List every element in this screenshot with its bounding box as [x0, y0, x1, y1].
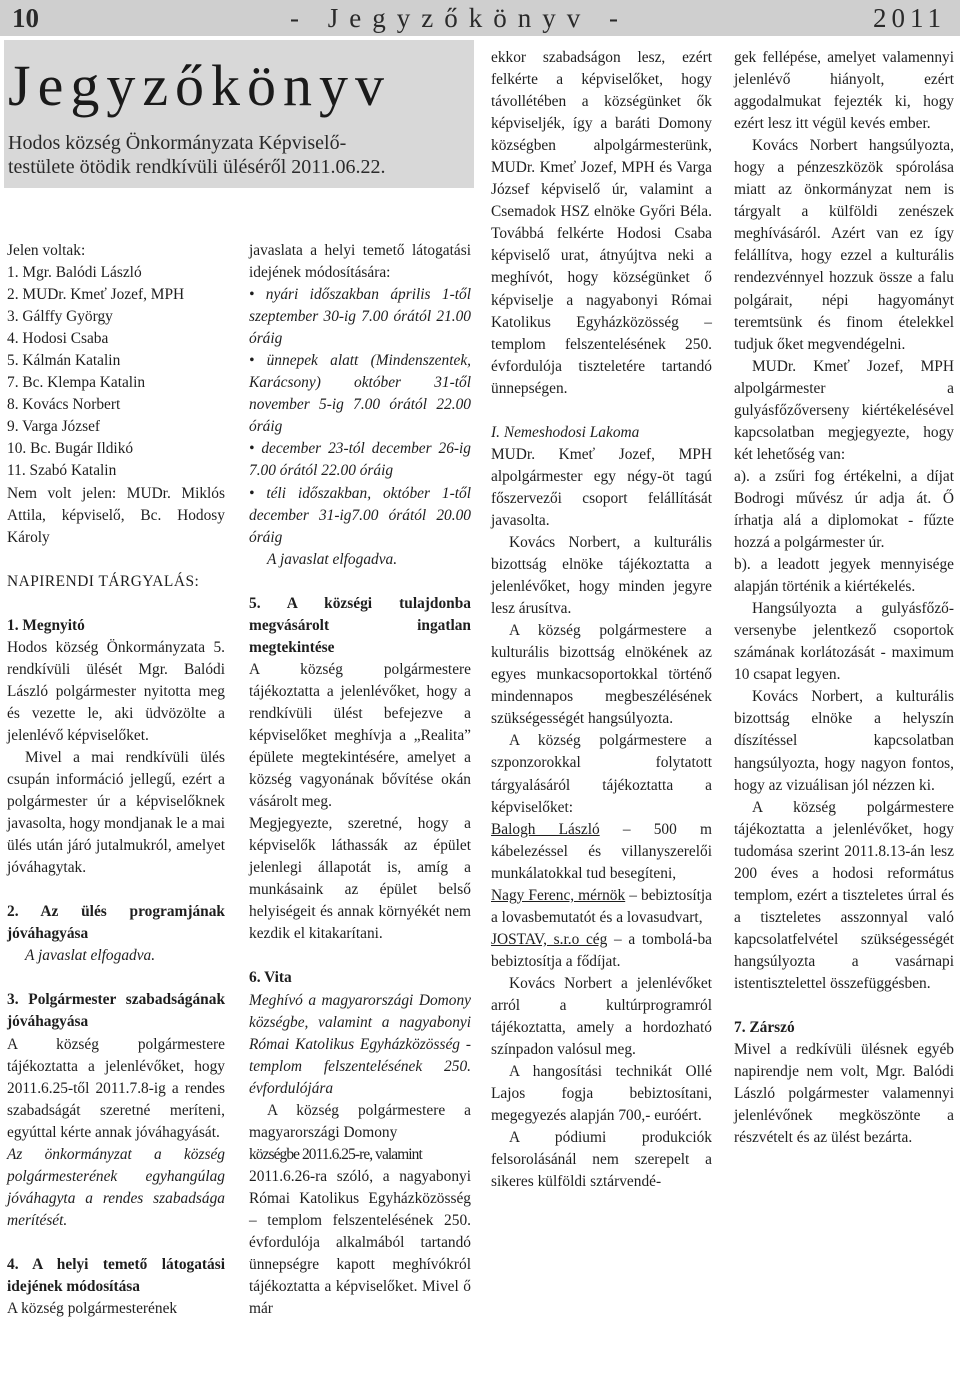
- column-4-para-5: Kovács Norbert, a kulturális bizottság elnöke a helyszín díszítéssel kapcsolatban hangsúlyozta, hogy nagyon fontos, hogy az vizuálisan jól nézzen ki.: [734, 688, 954, 794]
- option-b: b). a leadott jegyek mennyisége alapján történik a kiértékelés.: [734, 556, 954, 596]
- column-4-para-6: A község polgármestere tájékoztatta a jelenlévőket, hogy tudomása szerint 2011.8.13-án lesz 200 éves a hodosi református templom, ezért a tiszteletes úrral és a tiszteletes asszonnyal való kapcsolatfelvétel szükségességét hangsúlyozta a vasárnapi istentisztelettel összefüggésben.: [734, 798, 954, 992]
- section-3-heading: 3. Polgármester szabadságának jóváhagyása: [7, 991, 225, 1031]
- title-box: [4, 40, 474, 188]
- section-4-heading: 4. A helyi temető látogatási idejének módosítása: [7, 1255, 225, 1295]
- page-number: 10: [12, 3, 39, 33]
- column-1: [7, 240, 225, 1320]
- present-label: Jelen voltak:: [7, 242, 86, 259]
- absent-list: Nem volt jelen: MUDr. Miklós Attila, képviselő, Bc. Hodosy Károly: [7, 484, 225, 546]
- column-3-para-6: Kovács Norbert a jelenlévőket arról a kultúrprogramról tájékoztatta, amely a hordozható színpadon valósul meg.: [491, 974, 712, 1059]
- header-year: 2011: [873, 3, 946, 33]
- section-5-para-1: A község polgármestere tájékoztatta a jelenlévőket, hogy a rendkívüli ülést befejezve a képviselőket meghívja a „Realita” épülete megtekintésére, amelyet a község vagyonának bővítése okán vásárolt meg.: [249, 660, 471, 811]
- column-4: [734, 47, 954, 1149]
- section-4-result: A javaslat elfogadva.: [267, 550, 398, 568]
- section-4-continued: javaslata a helyi temető látogatási idejének módosítására:: [249, 242, 471, 282]
- column-3-para-3: Kovács Norbert, a kulturális bizottság elnöke tájékoztatta a jelenlévőket, hogy minden jegyre lesz árusítva.: [491, 533, 712, 618]
- section-6-heading: 6. Vita: [249, 969, 292, 987]
- sponsor-text: – 500 m kábelezéssel és villanyszerelői munkálatokkal tud besegíteni,: [491, 820, 712, 882]
- sponsor-text: – bebiztosítja a lovasbemutatót és a lovasudvart,: [491, 886, 712, 926]
- column-3-para-7: A hangosítási technikát Ollé Lajos fogja bebiztosítani, megegyezés alapján 700,- euróért.: [491, 1063, 712, 1125]
- hours-bullet: • nyári időszakban április 1-től szeptember 30-ig 7.00 órától 21.00 óráig: [249, 286, 471, 348]
- column-3-para-1: ekkor szabadságon lesz, ezért felkérte a képviselőket, hogy távollétében a községünket ők képviseljék, így a baráti Domony községben alpolgármesterünk, MUDr. Kmeť Jozef, MPH és Varga József képviselő úr, valamint a Csemadok HSZ elnöke Győri Béla. Továbbá felkérte Hodosi Csaba képviselő urat, átnyújtva neki a meghívót, hogy községünket ő képviselje a nagyabonyi Római Katolikus Egyházközösség – templom felszentelésének 250. évfordulója tiszteletére tartandó ünnepségen.: [491, 49, 712, 397]
- subtitle-line-1: Hodos község Önkormányzata Képviselő-: [8, 132, 347, 154]
- column-2: [249, 240, 471, 1320]
- section-5-para-2: Megjegyezte, szeretné, hogy a képviselők láthassák az épület jelenlegi állapotát is, amíg a munkásaink az épület belső helyiségeit és annak környékét nem kezdik el kitakarítani.: [249, 815, 471, 943]
- agenda-heading: NAPIRENDI TÁRGYALÁS:: [7, 572, 200, 590]
- lakoma-heading: I. Nemeshodosi Lakoma: [491, 423, 640, 441]
- column-4-para-2: Kovács Norbert hangsúlyozta, hogy a pénzeszközök spórolása miatt az önkormányzat nem is tárgyalt a külföldi zenészek meghívásáról. Azért van ez így felállítva, hogy ezzel a kulturális rendezvénnyel hozzuk össze a falu polgárait, népi hagyományt teremtsünk és finom ételekkel tudjuk őket megvendégelni.: [734, 137, 954, 353]
- column-3-para-8: A pódiumi produkciók felsorolásánál nem szerepelt a sikeres külföldi sztárvendé-: [491, 1129, 712, 1191]
- hours-bullet: • ünnepek alatt (Mindenszentek, Karácsony) október 31-től november 5-ig 7.00 órától 22.00 óráig: [249, 352, 471, 436]
- page-title: Jegyzőkönyv: [8, 53, 392, 118]
- column-4-para-4: Hangsúlyozta a gulyásfőző-versenybe jelentkező csoportok számának korlátozását - maximum 10 csapat legyen.: [734, 600, 954, 684]
- column-3-para-5: A község polgármestere a szponzorokkal folytatott tárgyalásáról tájékoztatta a képviselőket:: [491, 732, 712, 816]
- section-6-para-2a: A község polgármestere a magyarországi Domony: [249, 1101, 471, 1141]
- section-4-para-1: A község polgármesterének: [7, 1300, 178, 1318]
- present-item: 5. Kálmán Katalin: [7, 352, 121, 370]
- present-item: 1. Mgr. Balódi László: [7, 264, 142, 282]
- section-1-para-2: Mivel a mai rendkívüli ülés csupán információ jellegű, ezért a polgármester úr a képviselőknek javasolta, hogy mondjanak le a mai ülés után járó jutalmukról, amelyet jóváhagytak.: [7, 748, 225, 877]
- section-2-heading: 2. Az ülés programjának jóváhagyása: [7, 903, 225, 943]
- page-subtitle: [8, 132, 478, 179]
- hours-bullet: • téli időszakban, október 1-től december 31-ig7.00 órától 20.00 óráig: [249, 484, 471, 546]
- section-3-para-2: Az önkormányzat a község polgármesterének egyhangúlag jóváhagyta a rendes szabadsága merítését.: [7, 1145, 225, 1229]
- running-header: [0, 0, 960, 38]
- sponsor-name: Balogh László: [491, 820, 600, 838]
- section-1-heading: 1. Megnyitó: [7, 616, 85, 634]
- present-item: 7. Bc. Klempa Katalin: [7, 374, 146, 392]
- present-item: 11. Szabó Katalin: [7, 462, 117, 480]
- sponsor-item: [491, 885, 712, 929]
- present-item: 2. MUDr. Kmeť Jozef, MPH: [7, 286, 185, 304]
- option-a: a). a zsűri fog értékelni, a díjat Bodrogi művész úr adja át. Ő írhatja alá a diplomokat - fűzte hozzá a polgármester úr.: [734, 467, 954, 552]
- column-3: [491, 47, 712, 1193]
- section-3-para-1: A község polgármestere tájékoztatta a jelenlévőket, hogy 2011.6.25-től 2011.7.8-ig a rendes szabadságát szeretné meríteni, egyúttal kérte annak jóváhagyását.: [7, 1035, 225, 1141]
- present-item: 9. Varga József: [7, 418, 101, 436]
- sponsor-item: [491, 929, 712, 973]
- section-7-heading: 7. Zárszó: [734, 1019, 795, 1037]
- present-item: 4. Hodosi Csaba: [7, 330, 109, 348]
- hours-bullet: • december 23-tól december 26-ig 7.00 órától 22.00 óráig: [249, 440, 471, 480]
- section-2-result: A javaslat elfogadva.: [25, 947, 156, 965]
- section-6-para-1: Meghívó a magyarországi Domony községbe, valamint a nagyabonyi Római Katolikus Egyházközösség - templom felszentelésének 250. évfordulójára: [249, 991, 471, 1097]
- running-title: - Jegyzőkönyv -: [290, 3, 629, 33]
- section-7-para-1: Mivel a redkívüli ülésnek egyéb napirendje nem volt, Mgr. Balódi László polgármester valamennyi jelenlévőnek megköszönte a részvételt és az ülést bezárta.: [734, 1041, 954, 1147]
- section-5-heading: 5. A községi tulajdonba megvásárolt ingatlan megtekintése: [249, 594, 471, 656]
- column-4-para-3: MUDr. Kmeť Jozef, MPH alpolgármester a gulyásfőzőverseny kiértékelésével kapcsolatban megjegyezte, hogy két lehetőség van:: [734, 357, 954, 463]
- section-6-para-2c: 2011.6.26-ra szóló, a nagyabonyi Római Katolikus Egyházközösség – templom felszentelésének 250. évfordulója alkalmából tartandó ünnepségre kapott meghívókról tájékoztatta a képviselőket. Mivel ő már: [249, 1167, 471, 1318]
- sponsor-name: JOSTAV, s.r.o cég: [491, 930, 608, 948]
- sponsor-item: [491, 819, 712, 885]
- sponsor-name: Nagy Ferenc, mérnök: [491, 886, 626, 904]
- present-item: 10. Bc. Bugár Ildikó: [7, 440, 134, 458]
- column-3-para-2: MUDr. Kmeť Jozef, MPH alpolgármester egy négy-öt tagú főszervezői csoport felállítását javasolta.: [491, 445, 712, 529]
- subtitle-line-2: testülete ötödik rendkívüli üléséről 2011.06.22.: [8, 155, 386, 178]
- section-1-para-1: Hodos község Önkormányzata 5. rendkívüli ülését Mgr. Balódi László polgármester nyitotta meg és vezette le, aki üdvözölte a jelenlévő képviselőket.: [7, 638, 225, 744]
- present-item: 8. Kovács Norbert: [7, 396, 121, 414]
- present-item: 3. Gálffy György: [7, 308, 113, 326]
- column-3-para-4: A község polgármestere a kulturális bizottság elnökének az egyes munkacsoportokkal történő mindennapos megbeszélésének szükségességét hangsúlyozta.: [491, 622, 712, 728]
- column-4-para-1: gek fellépése, amelyet valamennyi jelenlévő hiányolt, ezért aggodalmukat fejezték ki, hogy ezért lesz itt végül kevés ember.: [734, 49, 954, 133]
- sponsor-text: – a tombolá-ba bebiztosítja a fődíjat.: [491, 930, 712, 970]
- section-6-para-2b: községbe 2011.6.25-re, valamint: [249, 1145, 422, 1163]
